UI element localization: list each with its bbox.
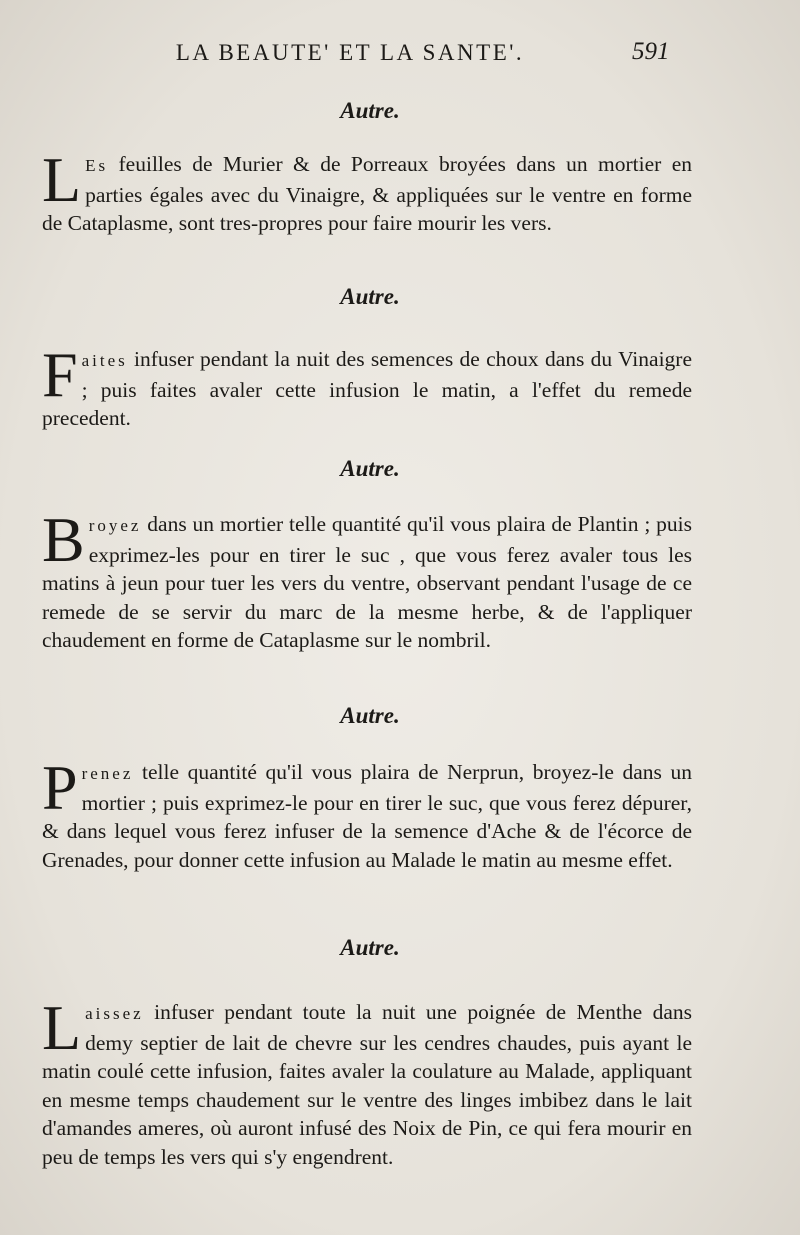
paragraph-text: feuilles de Murier & de Porreaux broyées dans un mortier en parties égales avec du Vinaigre, & appliquées sur le ventre en forme de Cataplasme, sont tres-propres pour faire mourir les vers.: [42, 152, 692, 235]
drop-cap: F: [42, 339, 78, 410]
section-heading: Autre.: [340, 456, 400, 481]
section-heading: Autre.: [340, 935, 400, 960]
drop-cap: L: [42, 992, 82, 1063]
lead-word: royez: [88, 516, 142, 535]
lead-word: aissez: [85, 1004, 144, 1023]
paragraph-text: dans un mortier telle quantité qu'il vous plaira de Plantin ; puis exprimez-les pour en tirer le suc , que vous ferez avaler tous les matins à jeun pour tuer les vers du ventre, observant pendant l'usage de ce remede de se servir du marc de la mesme herbe, & de l'appliquer chaudement en forme de Cataplasme sur le nombril.: [42, 512, 692, 652]
drop-cap: L: [42, 144, 82, 215]
paragraph-text: infuser pendant toute la nuit une poignée de Menthe dans demy septier de lait de chevre sur les cendres chaudes, puis ayant le matin coulé cette infusion, faites avaler la coulature au Malade, appliquant en mesme temps chaudement sur le ventre des linges imbibez dans le lait d'amandes ameres, où auront infusé des Noix de Pin, ce qui fera mourir en peu de temps les vers qui s'y engendrent.: [42, 1000, 692, 1169]
section-heading: Autre.: [340, 98, 400, 123]
paragraph-text: infuser pendant la nuit des semences de choux dans du Vinaigre ; puis faites avaler cette infusion le matin, a l'effet du remede precedent.: [42, 347, 692, 430]
drop-cap: B: [42, 504, 85, 575]
drop-cap: P: [42, 752, 78, 823]
paragraph: [42, 992, 692, 1171]
running-head: LA BEAUTE' ET LA SANTE'.: [175, 40, 525, 65]
section-heading: Autre.: [340, 284, 400, 309]
paragraph: [42, 339, 692, 433]
paragraph: [42, 752, 692, 874]
lead-word: renez: [81, 764, 134, 783]
paragraph: [42, 144, 692, 238]
paragraph: [42, 504, 692, 655]
page-number: 591: [632, 38, 670, 65]
lead-word: aites: [81, 351, 128, 370]
section-heading: Autre.: [340, 703, 400, 728]
lead-word: Es: [85, 156, 109, 175]
paragraph-text: telle quantité qu'il vous plaira de Nerprun, broyez-le dans un mortier ; puis exprimez-le pour en tirer le suc, que vous ferez dépurer, & dans lequel vous ferez infuser de la semence d'Ache & de l'écorce de Grenades, pour donner cette infusion au Malade le matin au mesme effet.: [42, 760, 692, 872]
